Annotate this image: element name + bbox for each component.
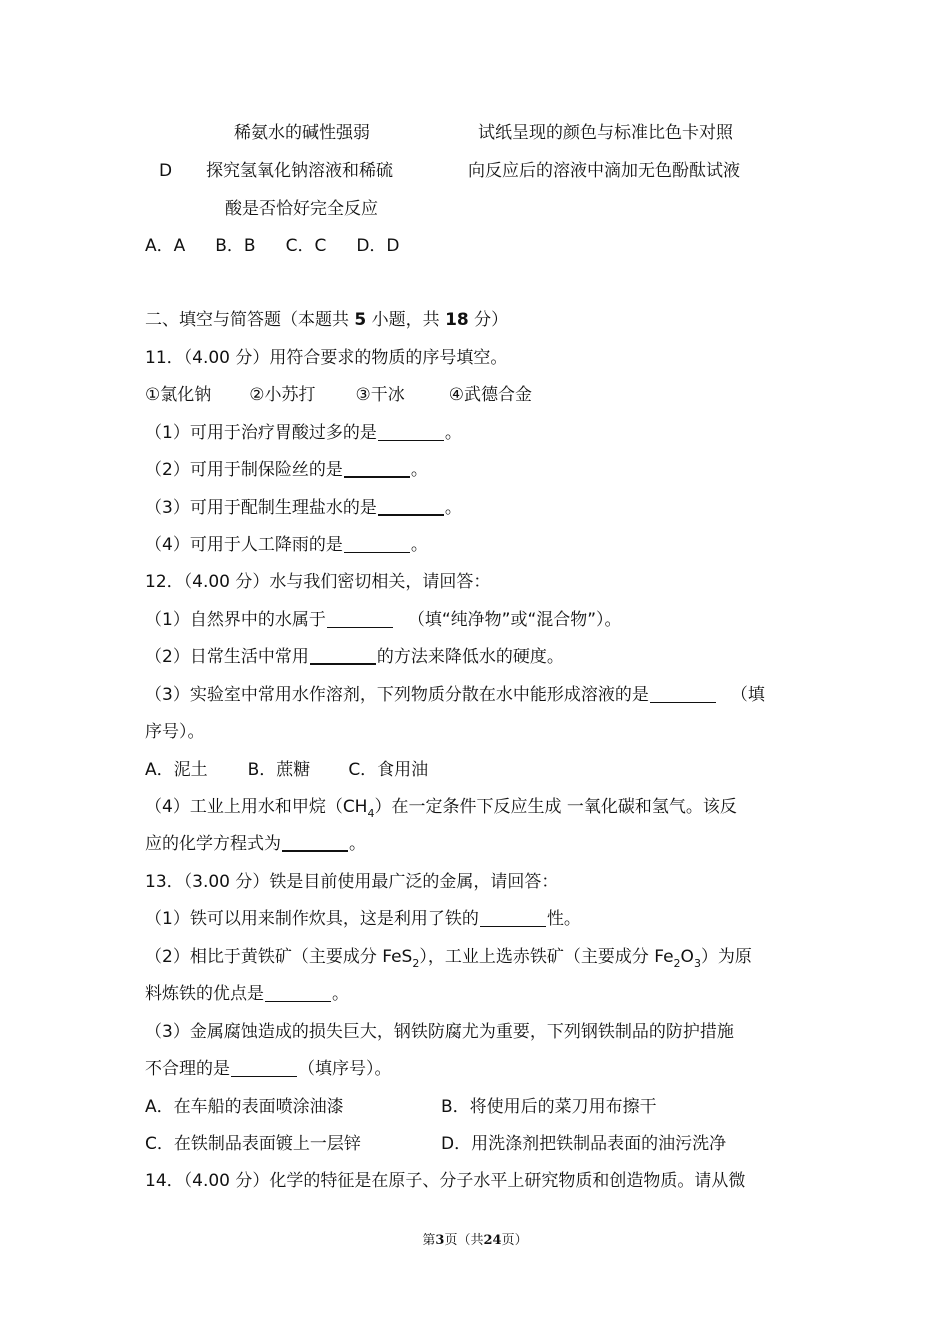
answer-blank[interactable]	[327, 609, 393, 628]
q12-option-c: C．食用油	[348, 760, 429, 780]
table-row-d-method: 向反应后的溶液中滴加无色酚酞试液	[468, 161, 740, 181]
q12-stem: 12．（4.00 分）水与我们密切相关，请回答：	[145, 572, 491, 592]
answer-blank[interactable]	[310, 645, 376, 665]
q13-option-c: C．在铁制品表面镀上一层锌	[145, 1134, 361, 1154]
q12-part-4: （4）工业上用水和甲烷$(CH_4)$在一定条件下反应生成 一氧化碳和氢气。该反	[145, 797, 737, 820]
answer-blank[interactable]	[480, 908, 546, 927]
q11-part-4: （4）可用于人工降雨的是 。	[145, 535, 428, 555]
q13-part-3-cont: 不合理的是 （填序号）。	[145, 1059, 392, 1079]
q12-option-b: B．蔗糖	[247, 760, 311, 780]
q13-part-2-cont: 料炼铁的优点是 。	[145, 984, 349, 1004]
q11-choice-3: ③干冰	[355, 385, 405, 405]
q11-part-3: （3）可用于配制生理盐水的是 。	[145, 498, 462, 518]
answer-blank[interactable]	[231, 1058, 297, 1077]
table-row-c-method: 试纸呈现的颜色与标准比色卡对照	[478, 123, 733, 143]
q11-part-2: （2）可用于制保险丝的是 。	[145, 460, 428, 480]
q11-part-1: （1）可用于治疗胃酸过多的是 。	[145, 423, 462, 443]
q13-option-b: B．将使用后的菜刀用布擦干	[441, 1097, 657, 1117]
table-row-d-content: 探究氢氧化钠溶液和稀硫	[206, 161, 393, 181]
section-2-question-count: 5	[354, 310, 367, 330]
q12-part-3-cont: 序号）。	[145, 722, 205, 742]
table-row-d-label: D	[159, 161, 173, 181]
q12-part-3: （3）实验室中常用水作溶剂，下列物质分散在水中能形成溶液的是 （填	[145, 685, 765, 705]
q12-part-4-cont: 应的化学方程式为 。	[145, 834, 366, 854]
q13-part-2: （2）相比于黄铁矿（主要成分 FeS$_2$），工业上选赤铁矿（主要成分 $Fe_2O_3$）为原	[145, 947, 752, 970]
answer-blank[interactable]	[282, 832, 348, 852]
q12-options	[145, 758, 428, 782]
q13-stem: 13．（3.00 分）铁是目前使用最广泛的金属，请回答：	[145, 872, 559, 892]
answer-blank[interactable]	[344, 534, 410, 553]
q14-stem: 14．（4.00 分）化学的特征是在原子、分子水平上研究物质和创造物质。请从微	[145, 1171, 746, 1191]
subscript: 4	[367, 807, 375, 820]
q10-option-b: B．B	[215, 236, 256, 256]
section-2-total-score: 18	[445, 310, 469, 330]
page-number: 3	[435, 1233, 445, 1248]
q11-choice-4: ④武德合金	[448, 385, 532, 405]
table-row-c-content: 稀氨水的碱性强弱	[234, 123, 370, 143]
subscript: 2	[412, 957, 420, 970]
answer-blank[interactable]	[378, 422, 444, 441]
table-row-d-content-cont: 酸是否恰好完全反应	[225, 199, 378, 219]
q11-choice-1: ①氯化钠	[145, 385, 212, 405]
q13-option-d: D．用洗涤剂把铁制品表面的油污洗净	[441, 1134, 727, 1154]
section-2-heading: 二、填空与简答题（本题共 5 小题，共 18 分）	[145, 310, 509, 330]
q13-option-a: A．在车船的表面喷涂油漆	[145, 1097, 344, 1117]
subscript: 2	[673, 957, 681, 970]
q12-part-2: （2）日常生活中常用 的方法来降低水的硬度。	[145, 647, 564, 667]
page-total: 24	[483, 1233, 502, 1248]
q12-part-1: （1）自然界中的水属于 （填“纯净物”或“混合物”）。	[145, 610, 622, 630]
q11-choices	[145, 383, 532, 407]
q10-options	[145, 234, 400, 258]
answer-blank[interactable]	[650, 684, 716, 703]
q13-part-1: （1）铁可以用来制作炊具，这是利用了铁的 性。	[145, 909, 581, 929]
q10-option-a: A．A	[145, 236, 186, 256]
q12-option-a: A．泥土	[145, 760, 208, 780]
q10-option-c: C．C	[285, 236, 327, 256]
answer-blank[interactable]	[344, 458, 410, 478]
q11-choice-2: ②小苏打	[249, 385, 316, 405]
subscript: 3	[693, 957, 701, 970]
q13-part-3: （3）金属腐蚀造成的损失巨大，钢铁防腐尤为重要，下列钢铁制品的防护措施	[145, 1022, 734, 1042]
q11-stem: 11．（4.00 分）用符合要求的物质的序号填空。	[145, 348, 508, 368]
page-footer: 第3页（共24页）	[422, 1233, 528, 1248]
answer-blank[interactable]	[265, 983, 331, 1002]
q10-option-d: D．D	[356, 236, 400, 256]
answer-blank[interactable]	[378, 496, 444, 516]
